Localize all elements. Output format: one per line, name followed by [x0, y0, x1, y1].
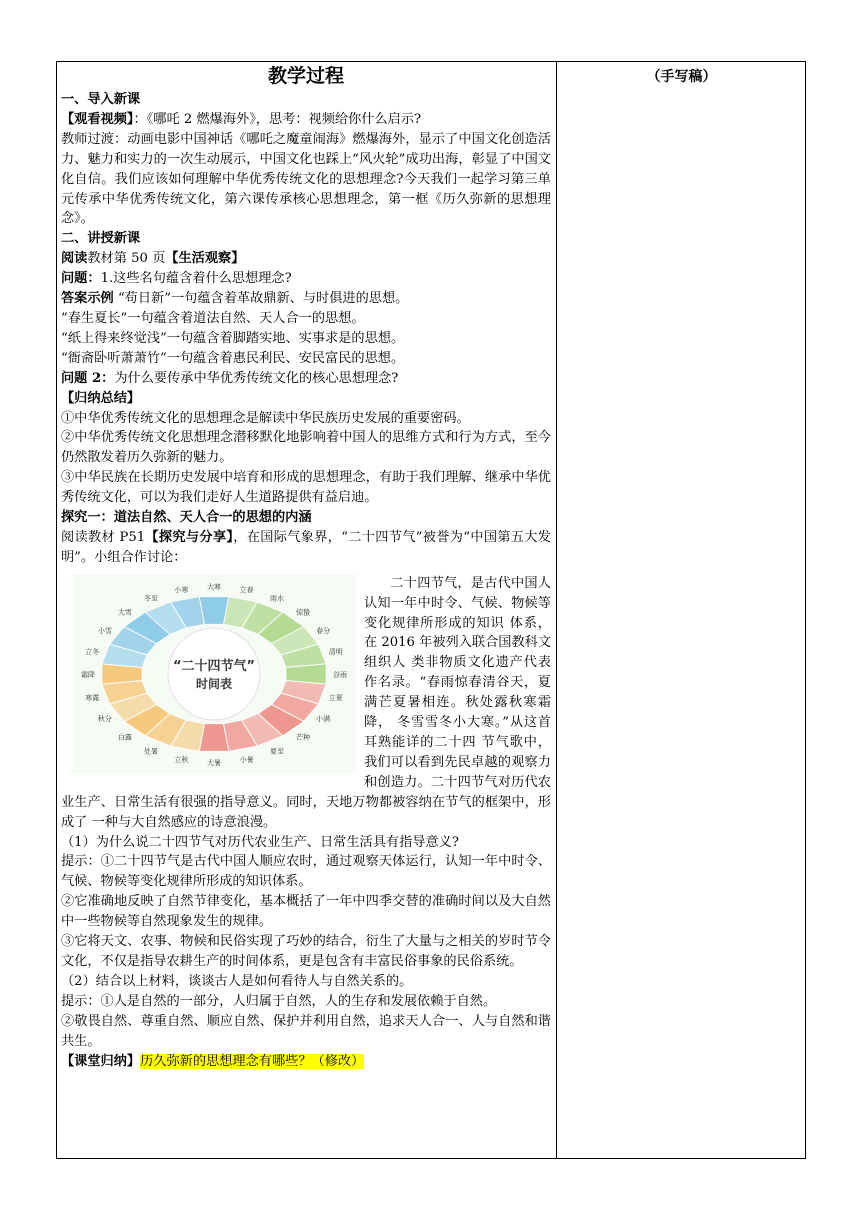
- solar-term-label: 小满: [316, 714, 331, 723]
- solar-term-label: 处暑: [144, 747, 158, 756]
- solar-term-label: 冬至: [144, 594, 158, 603]
- solar-term-label: 寒露: [85, 693, 100, 702]
- solar-term-label: 立夏: [328, 693, 343, 702]
- answer-4: “衙斋卧听萧萧竹”一句蕴含着惠民利民、安民富民的思想。: [61, 350, 405, 366]
- summary-3: ③中华民族在长期历史发展中培育和形成的思想理念，有助于我们理解、继承中华优秀传统文化，可以为我们走好人生道路提供有益启迪。: [61, 470, 551, 506]
- paragraph-video: [61, 110, 551, 130]
- hint-2: ②它准确地反映了自然节律变化，基本概括了一年中四季交替的准确时间以及大自然中一些物候等自然现象发生的规律。: [61, 894, 551, 930]
- class-summary-label: 【课堂归纳】: [61, 1053, 141, 1069]
- solar-term-label: 小寒: [174, 585, 189, 594]
- solar-term-label: 秋分: [97, 714, 112, 723]
- solar-terms-wheel-image: [73, 574, 356, 774]
- class-summary: [61, 1052, 551, 1072]
- solar-term-label: 芒种: [296, 733, 311, 742]
- answer-text: “苟日新”一句蕴含着革故鼎新、与时俱进的思想。: [113, 291, 409, 307]
- explore-share-label: 【探究与分享】: [145, 529, 234, 545]
- solar-terms-wheel: [73, 574, 356, 774]
- read-p51-text: ，在国际气象界，“二十四节气”被誉为“中国第五大发明”。小组合作讨论：: [61, 529, 551, 565]
- paragraph-read: [61, 249, 551, 269]
- solar-terms-paragraph: 二十四节气，是古代中国人认知一年中时令、气候、物候等变化规律所形成的知识 体系，在 2016 年被列入联合国教科文组织人 类非物质文化遗产代表作名录。“春雨惊春清谷天，夏满芒夏暑相连。秋处露秋寒霜降， 冬雪雪冬小大寒。”从这首耳熟能详的二十四 节气歌中，我们可以看到先民卓越的观察力和创造力。二十四节气对历代农业生产、日常生活有很强的指导意义。同时，天地万物都被容纳在节气的框架中，形成了 一种与大自然感应的诗意浪漫。: [61, 575, 552, 830]
- solar-term-label: 白露: [117, 733, 132, 742]
- read-p51: 阅读教材 P51: [61, 529, 146, 545]
- read-page: 教材第 50 页: [87, 251, 166, 267]
- section-heading-new-lesson: 二、讲授新课: [61, 231, 141, 247]
- question-2: [61, 369, 551, 389]
- summary-1: ①中华优秀传统文化的思想理念是解读中华民族历史发展的重要密码。: [61, 410, 470, 426]
- paragraph-transition: 教师过渡：动画电影中国神话《哪吒之魔童闹海》燃爆海外，显示了中国文化创造活力、魅力和实力的一次生动展示，中国文化也踩上“风火轮”成功出海，彰显了中国文化自信。我们应该如何理解中华优秀传统文化的思想理念?今天我们一起学习第三单元传承中华优秀传统文化，第六课传承核心思想理念，第一框《历久弥新的思想理念》。: [61, 131, 551, 227]
- solar-term-label: 夏至: [270, 747, 284, 756]
- question-label: 问题 2：: [61, 370, 115, 386]
- teaching-process-column: [61, 63, 551, 1071]
- question-label: 问题：: [61, 271, 101, 287]
- answer-label: 答案示例: [61, 291, 114, 307]
- question-text: 为什么要传承中华优秀传统文化的核心思想理念?: [114, 370, 399, 386]
- solar-term-label: 立秋: [174, 755, 189, 764]
- question-1: [61, 269, 551, 289]
- answer-1: [61, 289, 551, 309]
- question-3: （1）为什么说二十四节气对历代农业生产、日常生活具有指导意义?: [61, 834, 459, 850]
- solar-term-label: 小雪: [97, 626, 112, 635]
- read-label: 阅读: [61, 251, 88, 267]
- answer-2: ”春生夏长”一句蕴含着道法自然、天人合一的思想。: [61, 310, 365, 326]
- solar-term-label: 大寒: [207, 582, 221, 591]
- life-observation-label: 【生活观察】: [165, 251, 245, 267]
- hint-5: ②敬畏自然、尊重自然、顺应自然、保护并利用自然，追求天人合一、人与自然和谐共生。: [61, 1013, 551, 1049]
- question-4: （2）结合以上材料，谈谈古人是如何看待人与自然关系的。: [61, 973, 413, 989]
- column-divider: [556, 61, 557, 1159]
- video-label: 【观看视频】: [61, 111, 134, 127]
- question-text: 1.这些名句蕴含着什么思想理念?: [100, 271, 292, 287]
- hint-4: 提示：①人是自然的一部分，人归属于自然，人的生存和发展依赖于自然。: [61, 993, 497, 1009]
- page-title: 教学过程: [267, 65, 344, 87]
- paragraph-read-p51: [61, 528, 551, 568]
- solar-term-label: 春分: [316, 626, 331, 635]
- solar-term-label: 雨水: [270, 594, 284, 603]
- wheel-title: “二十四节气”: [172, 658, 256, 674]
- wheel-subtitle: 时间表: [195, 676, 233, 691]
- summary-heading: 【归纳总结】: [61, 390, 141, 406]
- explore-heading: 探究一：道法自然、天人合一的思想的内涵: [61, 510, 312, 526]
- handwritten-column-header: （手写稿）: [646, 69, 717, 85]
- solar-term-label: 小暑: [239, 755, 254, 764]
- wheel-segment: [199, 596, 229, 624]
- solar-term-label: 立冬: [85, 647, 100, 656]
- answer-3: “纸上得来终觉浅”一句蕴含着脚踏实地、实事求是的思想。: [61, 330, 405, 346]
- class-summary-question: 历久弥新的思想理念有哪些？（修改）: [140, 1053, 365, 1069]
- solar-term-label: 惊蛰: [296, 608, 311, 617]
- hint-3: ③它将天文、农事、物候和民俗实现了巧妙的结合，衍生了大量与之相关的岁时节令文化，不仅是指导农耕生产的时间体系，更是包含有丰富民俗事象的民俗系统。: [61, 934, 551, 969]
- solar-term-label: 谷雨: [333, 670, 347, 679]
- section-heading-intro: 一、导入新课: [61, 92, 141, 107]
- solar-term-label: 大雪: [117, 608, 132, 617]
- summary-2: ②中华优秀传统文化思想理念潜移默化地影响着中国人的思维方式和行为方式，至今仍然散发着历久弥新的魅力。: [61, 430, 551, 466]
- solar-term-label: 大暑: [207, 758, 221, 767]
- hint-1: 提示：①二十四节气是古代中国人顺应农时，通过观察天体运行，认知一年中时令、气候、物候等变化规律所形成的知识体系。: [61, 854, 551, 890]
- video-text: ：《哪吒 2 燃爆海外》，思考：视频给你什么启示?: [133, 111, 422, 127]
- solar-term-label: 立春: [239, 585, 254, 594]
- solar-term-label: 清明: [328, 647, 343, 656]
- solar-term-label: 霜降: [81, 670, 95, 679]
